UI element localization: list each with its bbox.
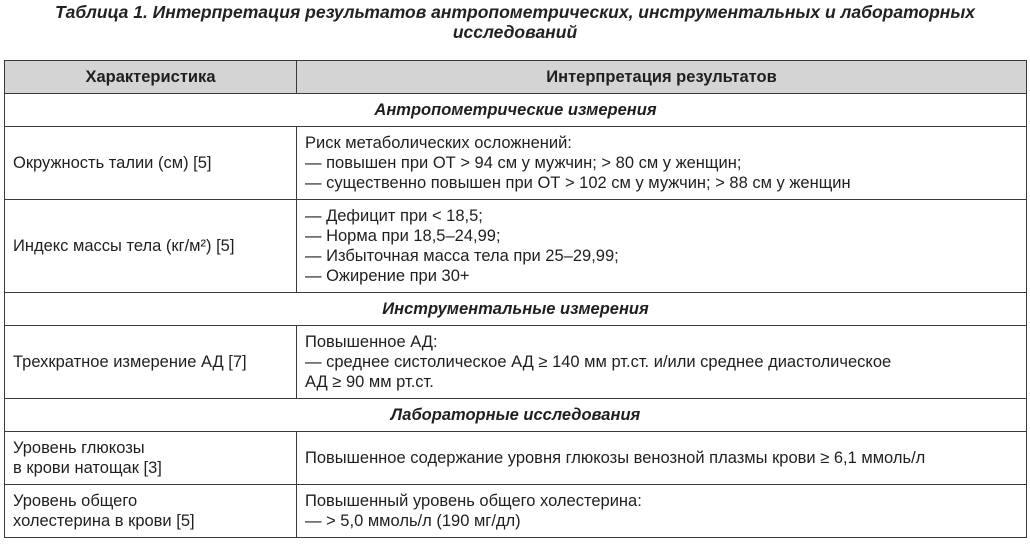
section-title-anthropometric: Антропометрические измерения (5, 94, 1027, 127)
interpretation-line: Повышенное АД: (305, 333, 438, 351)
section-row-laboratory (5, 399, 1027, 432)
interpretation-line: Повышенный уровень общего холестерина: (305, 492, 642, 510)
characteristic-bmi: Индекс массы тела (кг/м²) [5] (5, 200, 297, 293)
table-row-waist (5, 127, 1027, 200)
interpretation-line: — Избыточная масса тела при 25–29,99; (305, 247, 619, 265)
characteristic-glucose (5, 432, 297, 485)
characteristic-cholesterol (5, 485, 297, 538)
interpretation-line: — существенно повышен при ОТ > 102 см у мужчин; > 88 см у женщин (305, 174, 851, 192)
characteristic-line: холестерина в крови [5] (13, 512, 195, 530)
section-title-instrumental: Инструментальные измерения (5, 293, 1027, 326)
characteristic-line: Уровень глюкозы (13, 439, 145, 457)
interpretation-line: — Ожирение при 30+ (305, 267, 470, 285)
interpretation-line: — Норма при 18,5–24,99; (305, 227, 501, 245)
table-row-cholesterol (5, 485, 1027, 538)
table-row-glucose (5, 432, 1027, 485)
characteristic-waist: Окружность талии (см) [5] (5, 127, 297, 200)
interpretation-line: — повышен при ОТ > 94 см у мужчин; > 80 см у женщин; (305, 154, 742, 172)
table-caption (0, 2, 1030, 42)
table-caption-line-1: Таблица 1. Интерпретация результатов антропометрических, инструментальных и лабораторных (54, 2, 976, 22)
interpretation-waist (297, 127, 1027, 200)
interpretation-bmi (297, 200, 1027, 293)
header-characteristic: Характеристика (5, 61, 297, 94)
table-caption-line-2: исследований (452, 22, 578, 42)
interpretation-line: — Дефицит при < 18,5; (305, 207, 483, 225)
interpretation-line: — > 5,0 ммоль/л (190 мг/дл) (305, 512, 521, 530)
interpretation-line: — среднее систолическое АД ≥ 140 мм рт.ст. и/или среднее диастолическое (305, 353, 892, 371)
interpretation-line: Риск метаболических осложнений: (305, 134, 572, 152)
interpretation-cholesterol (297, 485, 1027, 538)
section-row-anthropometric (5, 94, 1027, 127)
section-title-laboratory: Лабораторные исследования (5, 399, 1027, 432)
table-header-row (5, 61, 1027, 94)
table-row-blood-pressure (5, 326, 1027, 399)
interpretation-table (4, 60, 1027, 538)
characteristic-line: Уровень общего (13, 492, 138, 510)
characteristic-blood-pressure: Трехкратное измерение АД [7] (5, 326, 297, 399)
table-row-bmi (5, 200, 1027, 293)
interpretation-glucose: Повышенное содержание уровня глюкозы венозной плазмы крови ≥ 6,1 ммоль/л (297, 432, 1027, 485)
characteristic-line: в крови натощак [3] (13, 459, 162, 477)
interpretation-line: АД ≥ 90 мм рт.ст. (305, 373, 434, 391)
header-interpretation: Интерпретация результатов (297, 61, 1027, 94)
interpretation-blood-pressure (297, 326, 1027, 399)
section-row-instrumental (5, 293, 1027, 326)
